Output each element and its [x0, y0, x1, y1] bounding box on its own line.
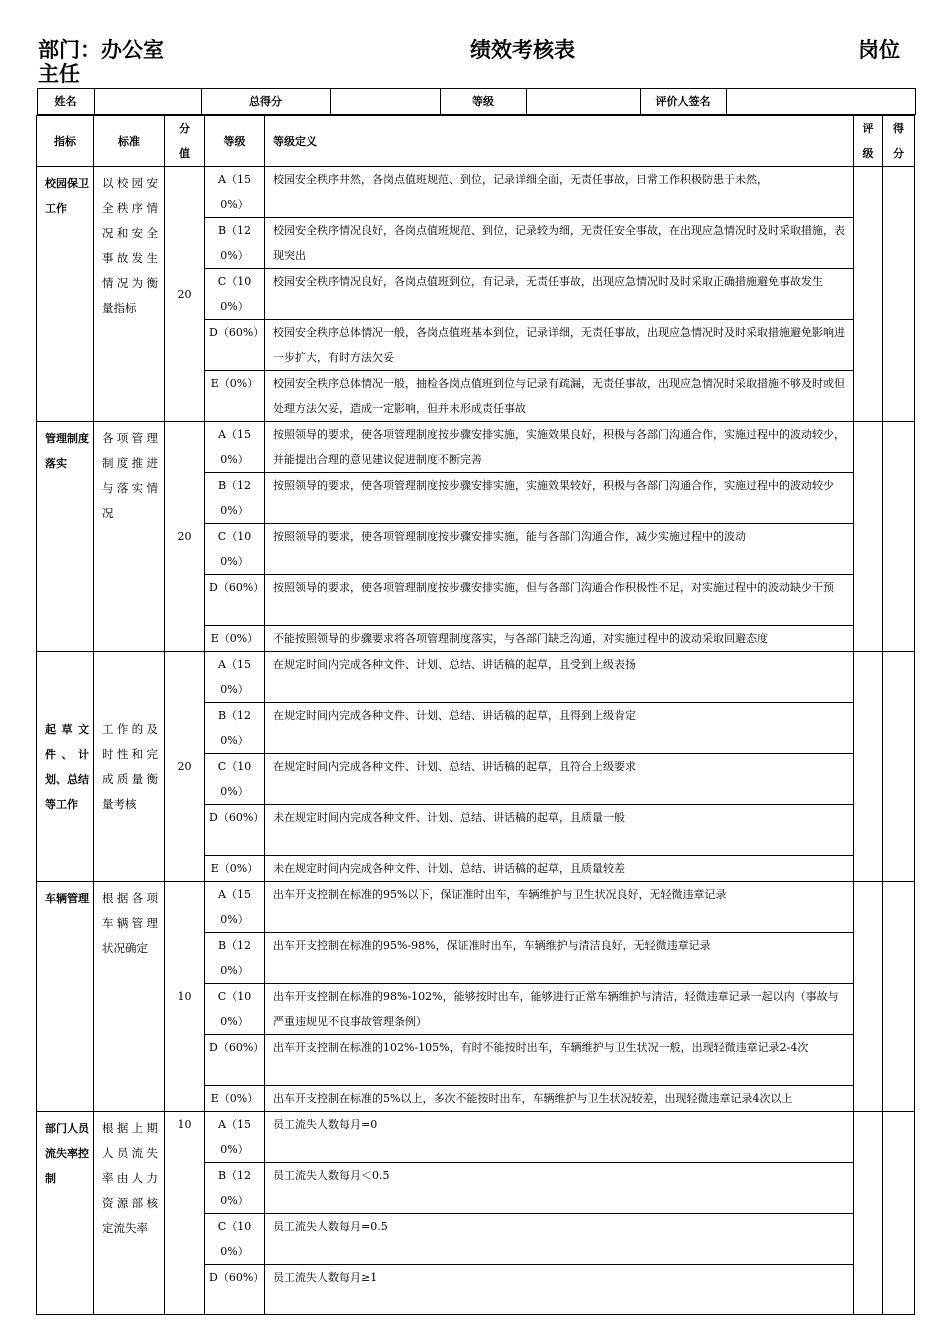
col-score: 得分 [883, 116, 915, 167]
grade-level-cell: D（60%） [205, 320, 265, 371]
rating-cell[interactable] [854, 422, 883, 652]
indicator-cell: 部门人员流失率控制 [37, 1112, 94, 1315]
score-cell[interactable] [883, 1112, 915, 1315]
grade-level-cell: D（60%） [205, 575, 265, 626]
grade-definition-cell: 按照领导的要求，使各项管理制度按步骤安排实施，能与各部门沟通合作，减少实施过程中的波动 [265, 524, 854, 575]
grade-level-cell: B（120%） [205, 933, 265, 984]
grade-definition-cell: 校园安全秩序井然，各岗点值班规范、到位，记录详细全面，无责任事故，日常工作积极防患于未然， [265, 167, 854, 218]
grade-level-cell: C（100%） [205, 524, 265, 575]
score-cell[interactable] [883, 652, 915, 882]
grade-definition-cell: 按照领导的要求，使各项管理制度按步骤安排实施，但与各部门沟通合作积极性不足，对实施过程中的波动缺少干预 [265, 575, 854, 626]
position-label: 岗位 [858, 38, 900, 62]
grade-definition-cell: 员工流失人数每月＜0.5 [265, 1163, 854, 1214]
grade-definition-cell: 在规定时间内完成各种文件、计划、总结、讲话稿的起草，且受到上级表扬 [265, 652, 854, 703]
grade-definition-cell: 校园安全秩序情况良好，各岗点值班规范、到位，记录较为细，无责任安全事故，在出现应急情况时及时采取措施，表现突出 [265, 218, 854, 269]
table-row [37, 652, 915, 703]
grade-level-cell: B（120%） [205, 218, 265, 269]
standard-cell: 工作的及时性和完成质量衡量考核 [94, 652, 165, 882]
grade-label: 等级 [440, 89, 526, 115]
standard-cell: 各项管理制度推进与落实情况 [94, 422, 165, 652]
rating-cell[interactable] [854, 652, 883, 882]
grade-level-cell: E（0%） [205, 626, 265, 652]
form-title: 绩效考核表 [470, 38, 575, 62]
col-indicator: 指标 [37, 116, 94, 167]
rating-cell[interactable] [854, 882, 883, 1112]
score-cell[interactable] [883, 882, 915, 1112]
standard-cell: 根据上期人员流失率由人力资源部核定流失率 [94, 1112, 165, 1315]
grade-level-cell: C（100%） [205, 754, 265, 805]
col-grade-definition: 等级定义 [265, 116, 854, 167]
points-cell: 20 [165, 167, 205, 422]
grade-definition-cell: 未在规定时间内完成各种文件、计划、总结、讲话稿的起草，且质量一般 [265, 805, 854, 856]
info-row-table [37, 88, 916, 115]
total-score-field[interactable] [330, 89, 440, 115]
table-row [37, 422, 915, 473]
grade-definition-cell: 在规定时间内完成各种文件、计划、总结、讲话稿的起草，且符合上级要求 [265, 754, 854, 805]
grade-level-cell: B（120%） [205, 703, 265, 754]
grade-level-cell: E（0%） [205, 856, 265, 882]
col-standard: 标准 [94, 116, 165, 167]
indicator-cell: 车辆管理 [37, 882, 94, 1112]
rating-cell[interactable] [854, 167, 883, 422]
grade-definition-cell: 员工流失人数每月=0 [265, 1112, 854, 1163]
standard-cell: 根据各项车辆管理状况确定 [94, 882, 165, 1112]
grade-definition-cell: 在规定时间内完成各种文件、计划、总结、讲话稿的起草，且得到上级肯定 [265, 703, 854, 754]
name-field[interactable] [94, 89, 201, 115]
points-cell: 20 [165, 422, 205, 652]
grade-level-cell: C（100%） [205, 1214, 265, 1265]
grade-level-cell: E（0%） [205, 371, 265, 422]
table-row [37, 1112, 915, 1163]
grade-definition-cell: 校园安全秩序情况良好，各岗点值班到位，有记录，无责任事故，出现应急情况时及时采取正确措施避免事故发生 [265, 269, 854, 320]
grade-field[interactable] [526, 89, 640, 115]
points-cell: 10 [165, 1112, 205, 1315]
points-cell: 20 [165, 652, 205, 882]
grade-level-cell: A（150%） [205, 1112, 265, 1163]
col-grade: 等级 [205, 116, 265, 167]
grade-definition-cell: 出车开支控制在标准的95%以下，保证准时出车，车辆维护与卫生状况良好，无轻微违章记录 [265, 882, 854, 933]
grade-level-cell: A（150%） [205, 652, 265, 703]
grade-definition-cell: 出车开支控制在标准的5%以上，多次不能按时出车，车辆维护与卫生状况较差，出现轻微违章记录4次以上 [265, 1086, 854, 1112]
points-cell: 10 [165, 882, 205, 1112]
signer-label: 评价人签名 [640, 89, 726, 115]
column-header-row [37, 116, 915, 167]
table-row [37, 882, 915, 933]
score-cell[interactable] [883, 422, 915, 652]
grade-definition-cell: 按照领导的要求，使各项管理制度按步骤安排实施，实施效果较好，积极与各部门沟通合作，实施过程中的波动较少 [265, 473, 854, 524]
grade-level-cell: A（150%） [205, 167, 265, 218]
grade-definition-cell: 按照领导的要求，使各项管理制度按步骤安排实施，实施效果良好，积极与各部门沟通合作，实施过程中的波动较少，并能提出合理的意见建议促进制度不断完善 [265, 422, 854, 473]
grade-level-cell: D（60%） [205, 1265, 265, 1315]
signer-field[interactable] [726, 89, 915, 115]
indicator-cell: 管理制度落实 [37, 422, 94, 652]
grade-definition-cell: 校园安全秩序总体情况一般，抽检各岗点值班到位与记录有疏漏，无责任事故，出现应急情况时采取措施不够及时或但处理方法欠妥，造成一定影响，但并未形成责任事故 [265, 371, 854, 422]
grade-definition-cell: 出车开支控制在标准的95%-98%，保证准时出车，车辆维护与清洁良好，无轻微违章记录 [265, 933, 854, 984]
grade-level-cell: B（120%） [205, 1163, 265, 1214]
col-rating: 评级 [854, 116, 883, 167]
info-row [37, 88, 915, 116]
grade-level-cell: B（120%） [205, 473, 265, 524]
rating-cell[interactable] [854, 1112, 883, 1315]
grade-level-cell: A（150%） [205, 422, 265, 473]
grade-definition-cell: 校园安全秩序总体情况一般，各岗点值班基本到位，记录详细，无责任事故，出现应急情况时及时采取措施避免影响进一步扩大，有时方法欠妥 [265, 320, 854, 371]
grade-definition-cell: 未在规定时间内完成各种文件、计划、总结、讲话稿的起草，且质量较差 [265, 856, 854, 882]
total-score-label: 总得分 [201, 89, 330, 115]
grade-definition-cell: 出车开支控制在标准的98%-102%，能够按时出车，能够进行正常车辆维护与清洁，轻微违章记录一起以内（事故与严重违规见不良事故管理条例） [265, 984, 854, 1035]
score-cell[interactable] [883, 167, 915, 422]
grade-definition-cell: 不能按照领导的步骤要求将各项管理制度落实，与各部门缺乏沟通，对实施过程中的波动采取回避态度 [265, 626, 854, 652]
indicator-cell: 起草文件、计划、总结等工作 [37, 652, 94, 882]
grade-level-cell: D（60%） [205, 1035, 265, 1086]
performance-table [36, 88, 915, 1315]
name-label: 姓名 [37, 89, 94, 115]
grade-level-cell: C（100%） [205, 984, 265, 1035]
position-value: 主任 [38, 62, 80, 86]
grade-definition-cell: 出车开支控制在标准的102%-105%，有时不能按时出车，车辆维护与卫生状况一般，出现轻微违章记录2-4次 [265, 1035, 854, 1086]
grade-definition-cell: 员工流失人数每月=0.5 [265, 1214, 854, 1265]
grade-level-cell: C（100%） [205, 269, 265, 320]
department-label: 部门：办公室 [38, 38, 164, 62]
table-row [37, 167, 915, 218]
grade-definition-cell: 员工流失人数每月≥1 [265, 1265, 854, 1315]
grade-level-cell: A（150%） [205, 882, 265, 933]
grade-level-cell: D（60%） [205, 805, 265, 856]
col-score-value: 分值 [165, 116, 205, 167]
standard-cell: 以校园安全秩序情况和安全事故发生情况为衡量指标 [94, 167, 165, 422]
grade-level-cell: E（0%） [205, 1086, 265, 1112]
indicator-cell: 校园保卫工作 [37, 167, 94, 422]
